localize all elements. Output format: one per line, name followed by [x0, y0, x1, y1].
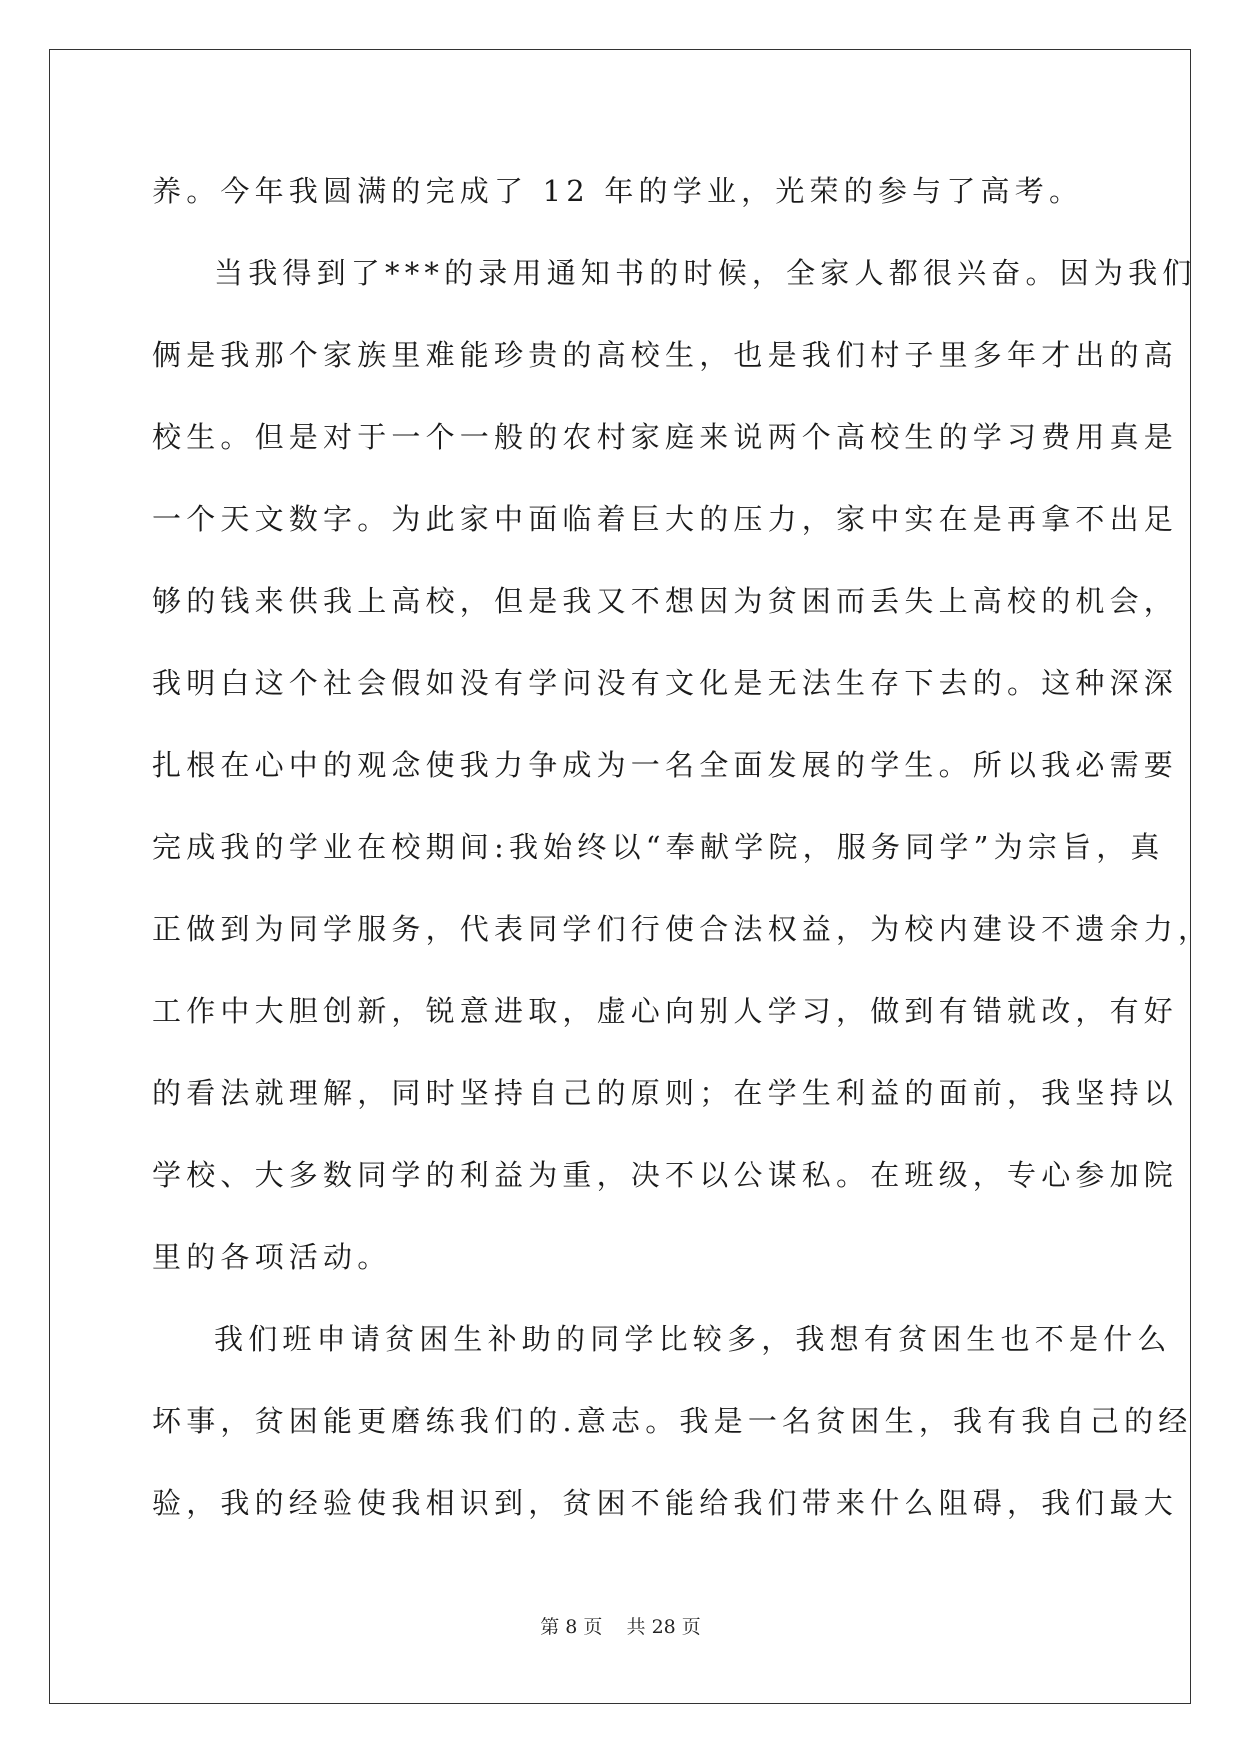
text-line: 正做到为同学服务，代表同学们行使合法权益，为校内建设不遗余力，	[152, 912, 1213, 946]
text-line: 工作中大胆创新，锐意进取，虚心向别人学习，做到有错就改，有好	[152, 994, 1179, 1028]
text-line: 俩是我那个家族里难能珍贵的高校生，也是我们村子里多年才出的高	[152, 338, 1179, 372]
text-line: 里的各项活动。	[152, 1240, 392, 1274]
text-line: 的看法就理解，同时坚持自己的原则；在学生利益的面前，我坚持以	[152, 1076, 1179, 1110]
paragraph-start-line: 当我得到了***的录用通知书的时候，全家人都很兴奋。因为我们	[214, 256, 1197, 290]
text-line: 验，我的经验使我相识到，贫困不能给我们带来什么阻碍，我们最大	[152, 1486, 1179, 1520]
text-line: 学校、大多数同学的利益为重，决不以公谋私。在班级，专心参加院	[152, 1158, 1179, 1192]
text-line: 我明白这个社会假如没有学问没有文化是无法生存下去的。这种深深	[152, 666, 1179, 700]
text-line: 养。今年我圆满的完成了 12 年的学业，光荣的参与了高考。	[152, 174, 1084, 208]
document-body	[152, 160, 1213, 1554]
page-number-footer: 第 8 页 共 28 页	[540, 1616, 701, 1638]
paragraph-start-line: 我们班申请贫困生补助的同学比较多，我想有贫困生也不是什么	[214, 1322, 1172, 1356]
text-line: 坏事，贫困能更磨练我们的.意志。我是一名贫困生，我有我自己的经	[152, 1404, 1193, 1438]
text-line: 完成我的学业在校期间:我始终以“奉献学院，服务同学”为宗旨，真	[152, 830, 1165, 864]
text-line: 扎根在心中的观念使我力争成为一名全面发展的学生。所以我必需要	[152, 748, 1179, 782]
text-line: 校生。但是对于一个一般的农村家庭来说两个高校生的学习费用真是	[152, 420, 1179, 454]
text-line: 一个天文数字。为此家中面临着巨大的压力，家中实在是再拿不出足	[152, 502, 1179, 536]
text-line: 够的钱来供我上高校，但是我又不想因为贫困而丢失上高校的机会，	[152, 584, 1179, 618]
